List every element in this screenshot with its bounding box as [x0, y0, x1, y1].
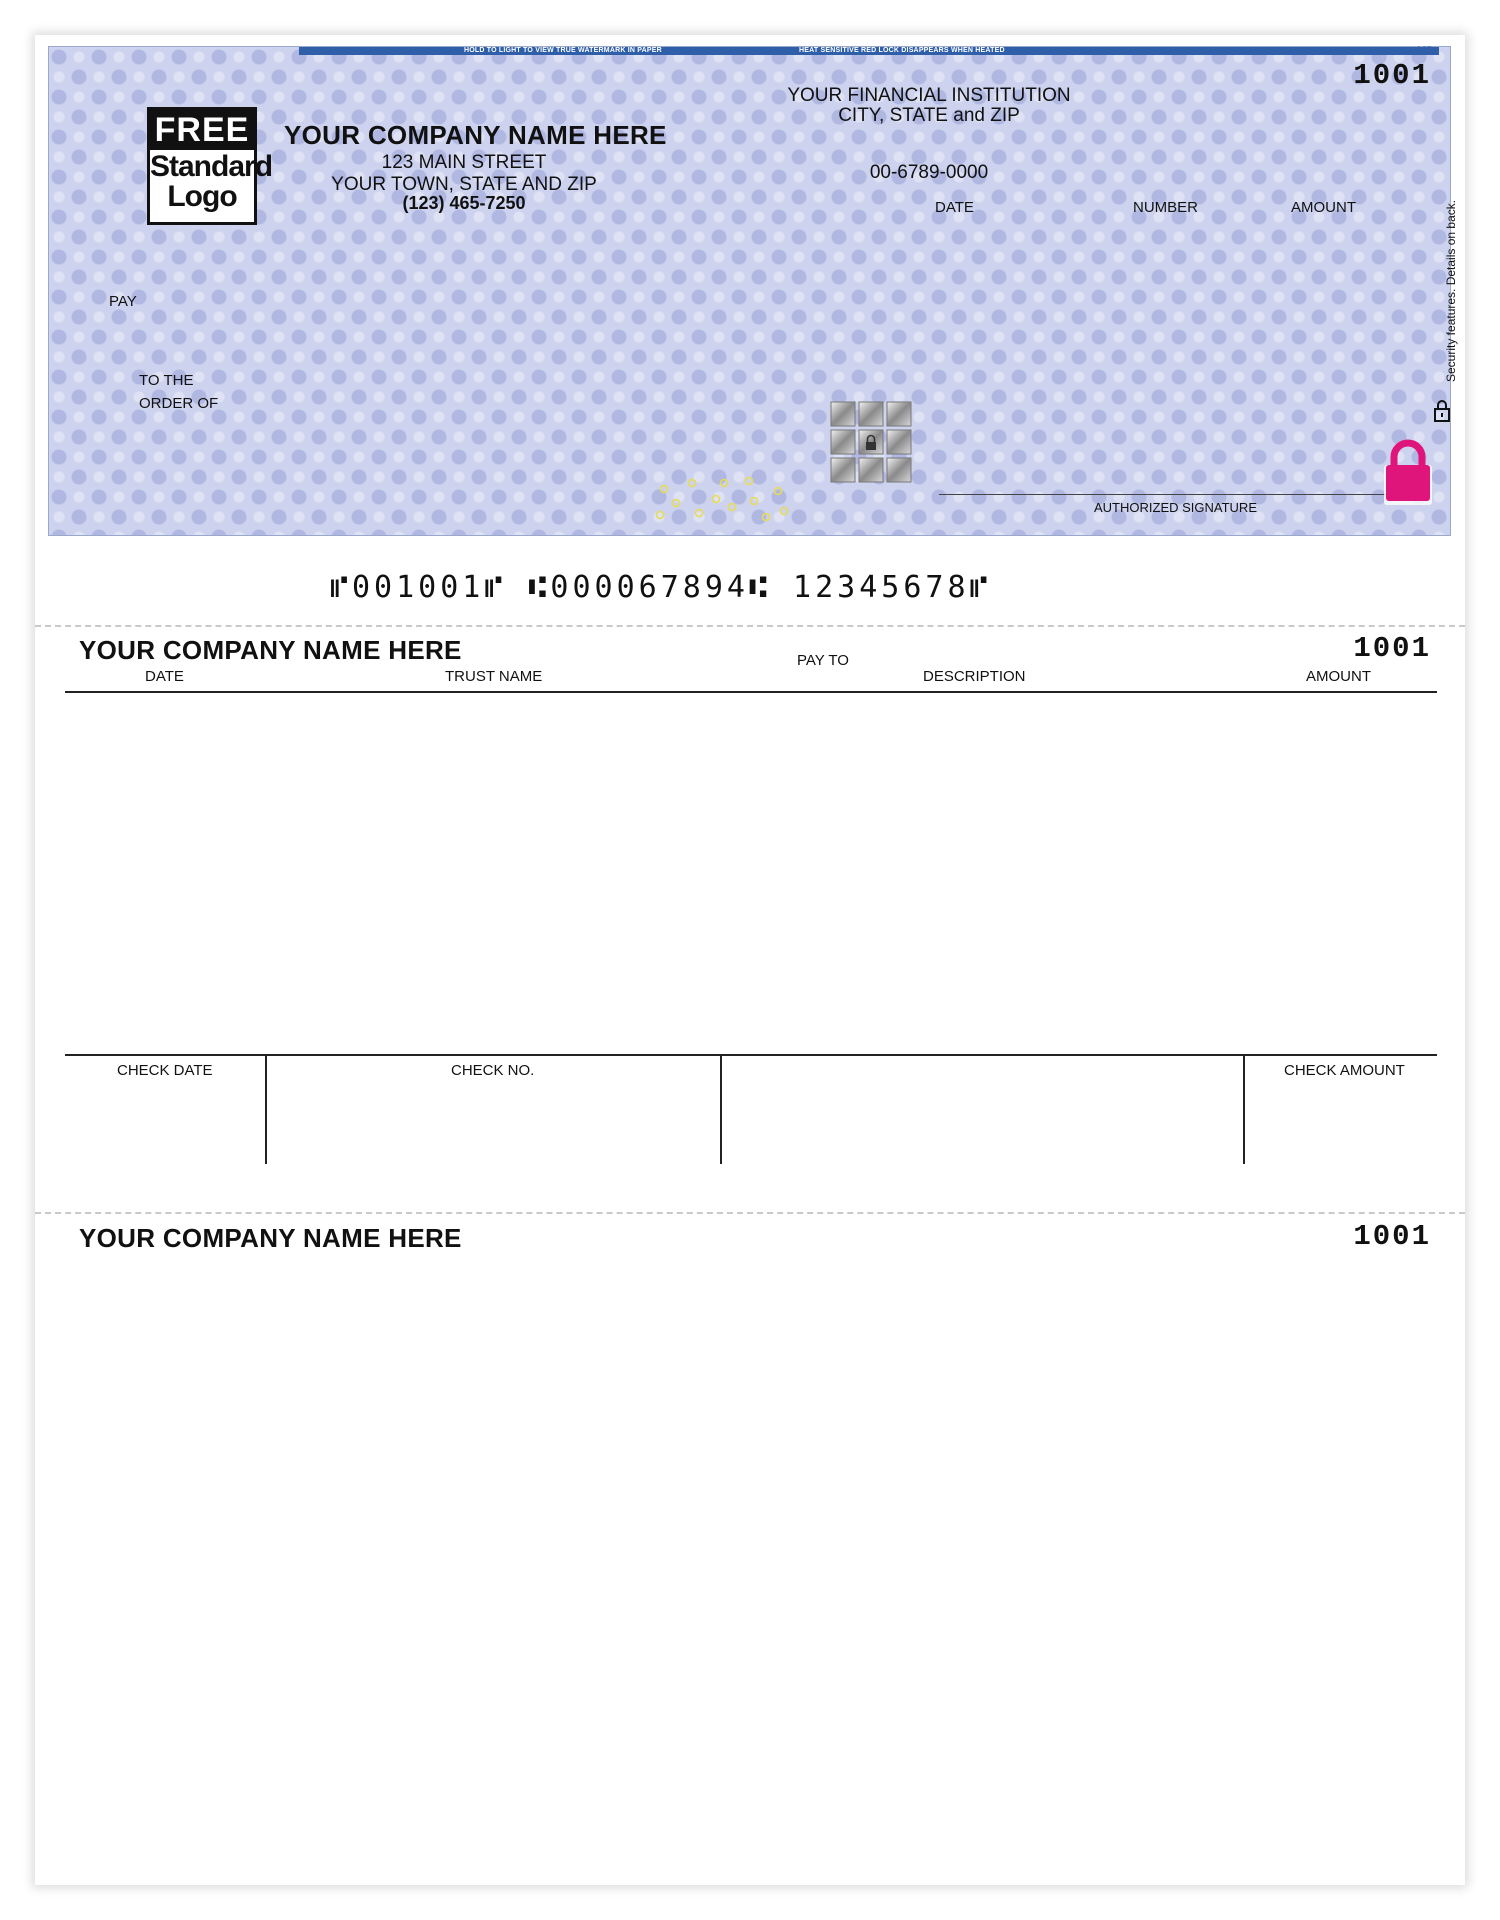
routing-fraction: 00-6789-0000 [869, 162, 989, 183]
stub1-check-date-label: CHECK DATE [117, 1062, 213, 1079]
number-label: NUMBER [1133, 199, 1199, 216]
company-city: YOUR TOWN, STATE AND ZIP [331, 174, 597, 195]
stub1-check-no-label: CHECK NO. [451, 1062, 535, 1079]
micr-line: ⑈001001⑈ ⑆000067894⑆ 12345678⑈ [330, 570, 992, 605]
bank-name: YOUR FINANCIAL INSTITUTION [787, 85, 1071, 106]
logo-standard: Standard [150, 150, 273, 183]
stub1-divider-3 [1243, 1054, 1245, 1164]
hologram-icon [829, 400, 914, 485]
heat-text: HEAT SENSITIVE RED LOCK DISAPPEARS WHEN HEATED [799, 47, 1005, 54]
stub1-trust-name-header: TRUST NAME [445, 668, 543, 685]
perforation-2 [35, 1212, 1465, 1214]
stub1-amount-header: AMOUNT [1306, 668, 1371, 685]
security-bar [299, 47, 1439, 55]
stub1-company-name: YOUR COMPANY NAME HERE [79, 635, 462, 665]
logo-logo: Logo [167, 180, 237, 213]
logo-free: FREE [150, 110, 254, 150]
check-sheet [35, 35, 1465, 1885]
watermark-text: HOLD TO LIGHT TO VIEW TRUE WATERMARK IN PAPER [464, 47, 662, 54]
mp-mark: MP [1416, 45, 1433, 57]
stub1-divider-2 [720, 1054, 722, 1164]
stub1-date-header: DATE [145, 668, 184, 685]
company-name: YOUR COMPANY NAME HERE [284, 120, 667, 150]
order-of-label: ORDER OF [139, 395, 219, 412]
stub1-divider-1 [265, 1054, 267, 1164]
stub1-description-header: DESCRIPTION [923, 668, 1026, 685]
signature-line [939, 494, 1409, 495]
company-logo [147, 107, 273, 225]
security-dots [654, 477, 794, 537]
heat-lock-icon [1380, 439, 1436, 505]
amount-label: AMOUNT [1291, 199, 1356, 216]
company-phone: (123) 465-7250 [402, 193, 526, 213]
company-street: 123 MAIN STREET [381, 152, 547, 173]
stub1-pay-to-header: PAY TO [797, 652, 849, 669]
date-label: DATE [935, 199, 974, 216]
to-the-label: TO THE [139, 372, 194, 389]
security-note: Security features. Details on back. [1444, 199, 1458, 382]
perforation-1 [35, 625, 1465, 627]
signature-label: AUTHORIZED SIGNATURE [1094, 500, 1257, 515]
stub1-header-rule [65, 691, 1437, 693]
stub2-company-name: YOUR COMPANY NAME HERE [79, 1223, 462, 1253]
stub2-check-number: 1001 [1353, 1220, 1431, 1253]
stub1-check-number: 1001 [1353, 632, 1431, 665]
stub1-footer-rule [65, 1054, 1437, 1056]
stub1-check-amount-label: CHECK AMOUNT [1284, 1062, 1405, 1079]
padlock-icon [1433, 399, 1451, 423]
check-face [48, 45, 1458, 536]
bank-city: CITY, STATE and ZIP [838, 105, 1020, 126]
check-number: 1001 [1353, 59, 1431, 92]
pay-label: PAY [109, 293, 137, 310]
